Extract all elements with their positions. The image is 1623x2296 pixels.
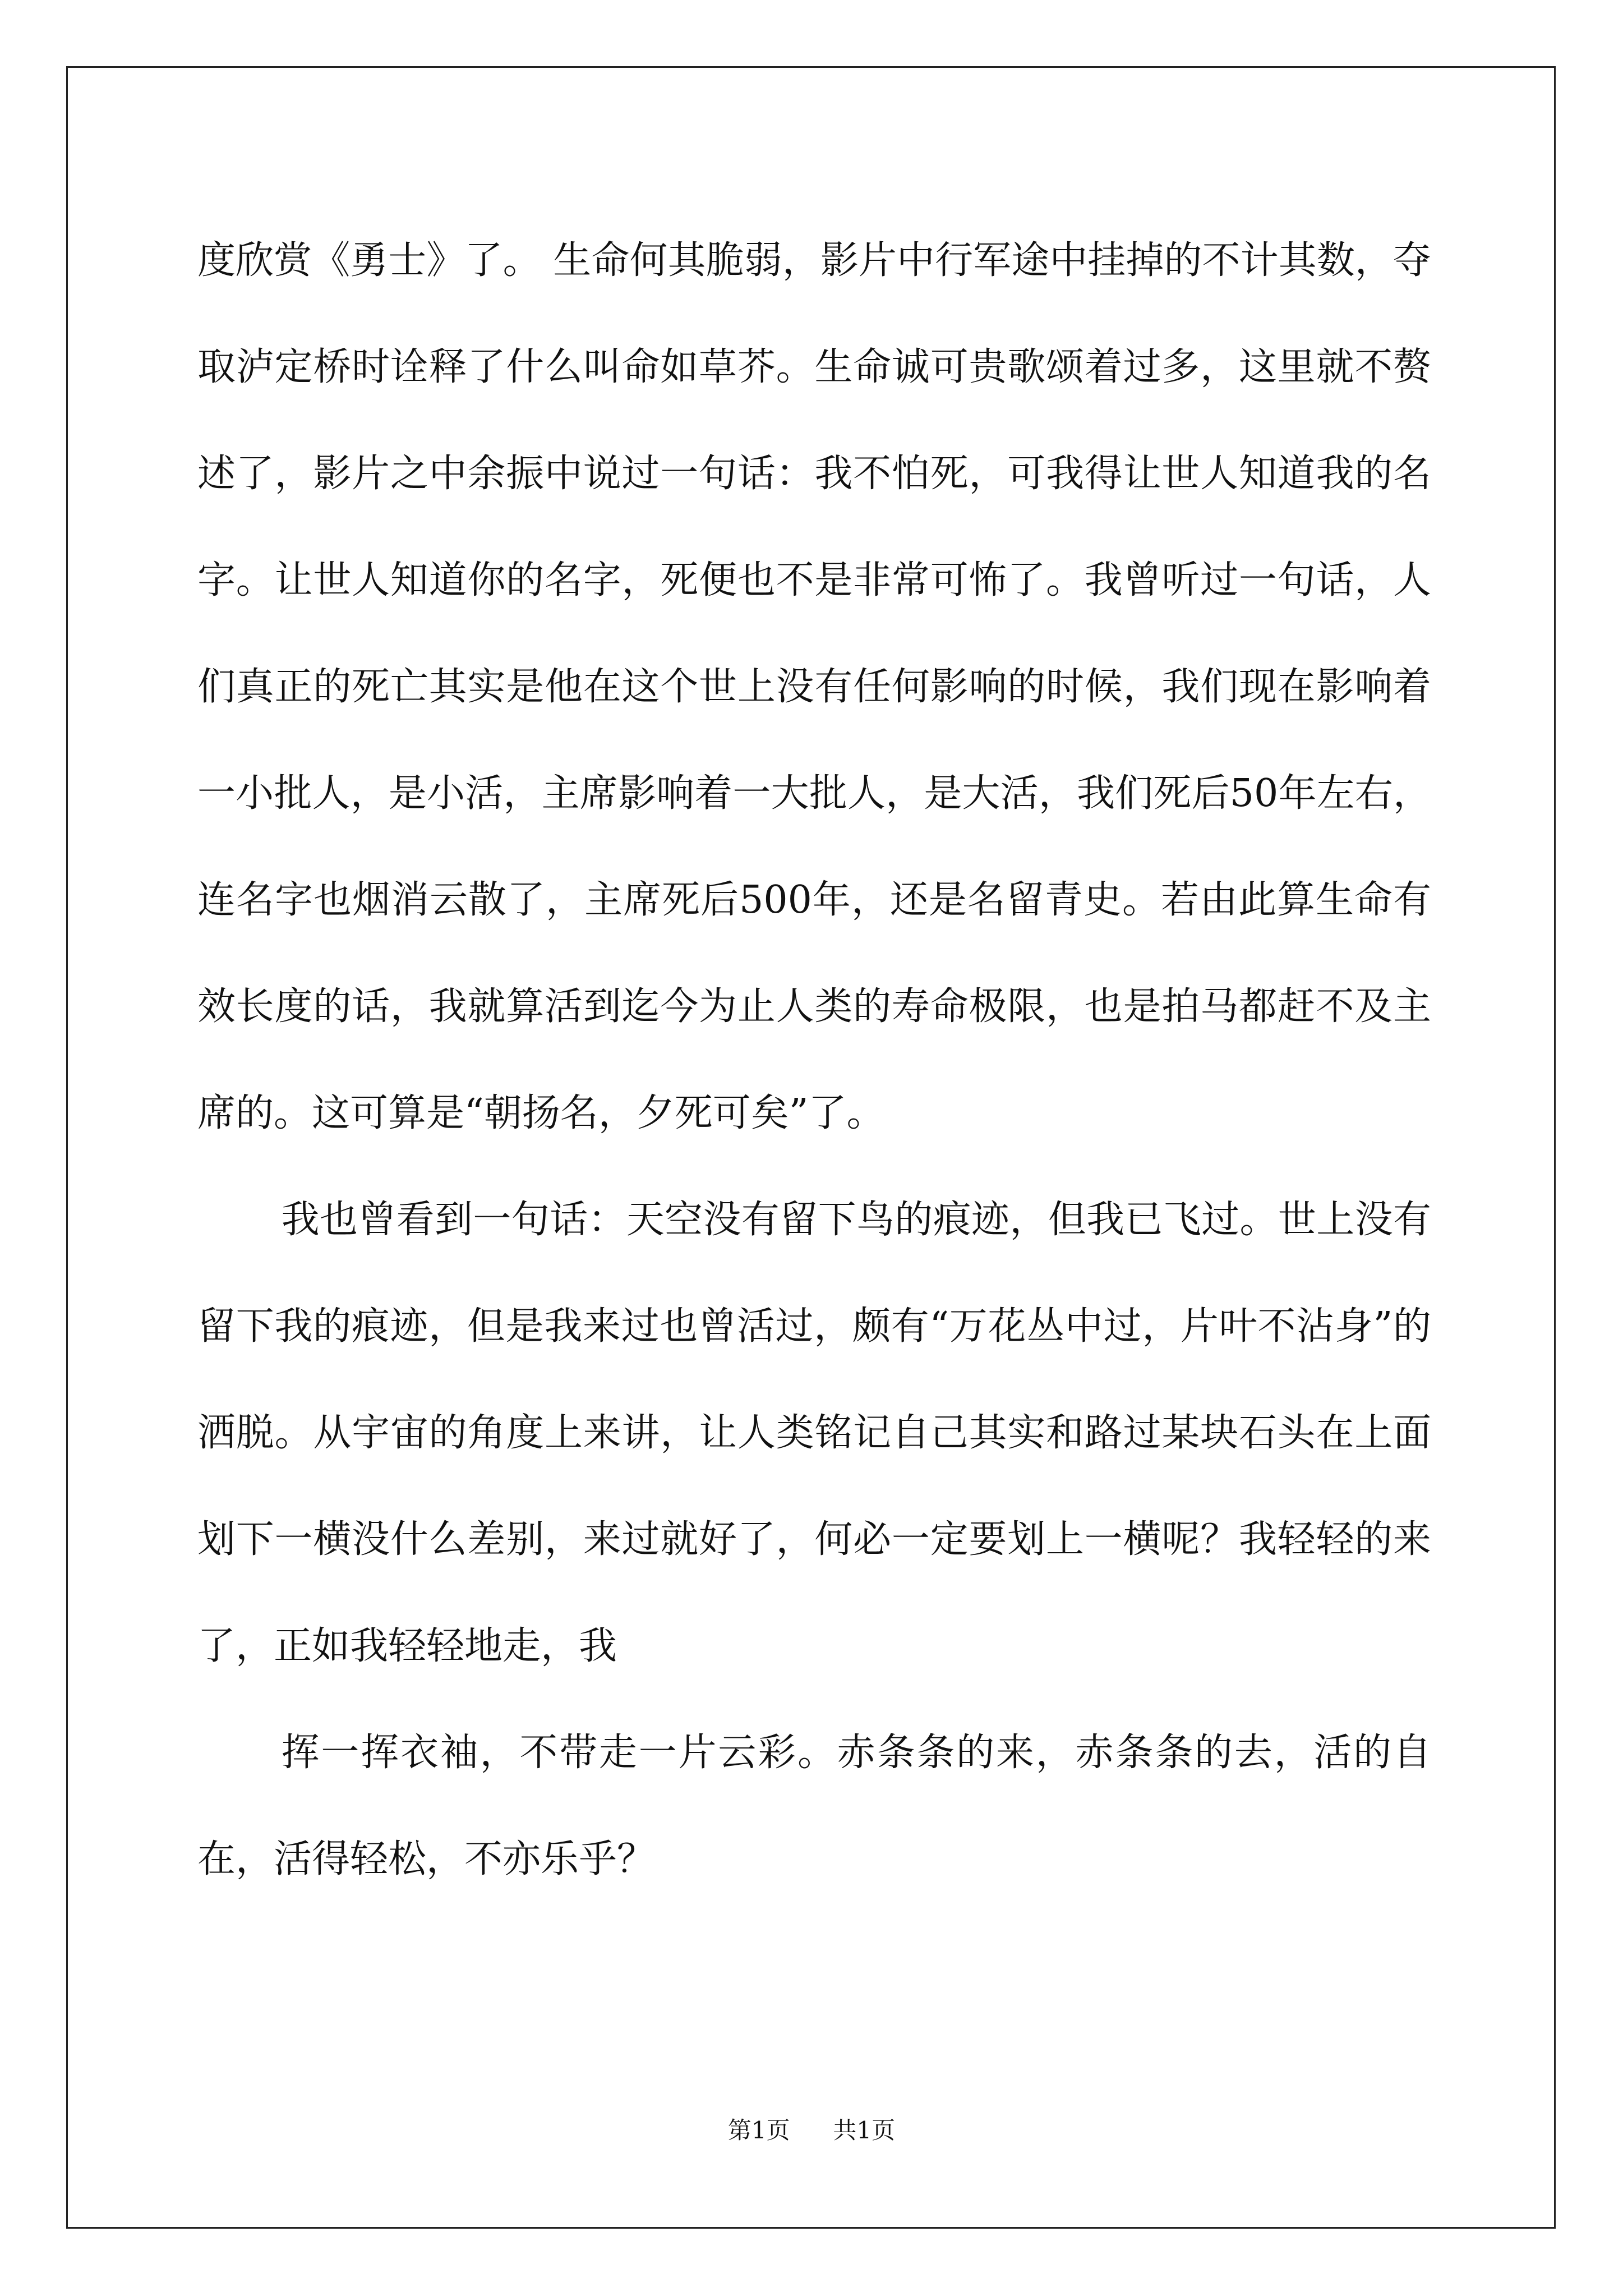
paragraph-1: 度欣赏《勇士》了。 生命何其脆弱，影片中行军途中挂掉的不计其数，夺取泸定桥时诠释了什么叫命如草芥。生命诚可贵歌颂着过多，这里就不赘述了，影片之中余振中说过一句话：我不怕死，可我得让世人知道我的名字。让世人知道你的名字，死便也不是非常可怖了。我曾听过一句话，人们真正的死亡其实是他在这个世上没有任何影响的时候，我们现在影响着一小批人，是小活，主席影响着一大批人，是大活，我们死后50年左右，连名字也烟消云散了，主席死后500年，还是名留青史。若由此算生命有效长度的话，我就算活到迄今为止人类的寿命极限，也是拍马都赶不及主席的。这可算是“朝扬名，夕死可矣”了。 <box>197 238 1431 1135</box>
paragraph-2: 我也曾看到一句话：天空没有留下鸟的痕迹，但我已飞过。世上没有留下我的痕迹，但是我来过也曾活过，颇有“万花丛中过，片叶不沾身”的洒脱。从宇宙的角度上来讲，让人类铭记自己其实和路过某块石头在上面划下一横没什么差别，来过就好了，何必一定要划上一横呢？我轻轻的来了，正如我轻轻地走，我 <box>197 1198 1431 1668</box>
page-number-total: 共1页 <box>833 2116 896 2144</box>
page-number-current: 第1页 <box>727 2116 790 2144</box>
page-footer <box>0 2112 1623 2146</box>
document-body <box>197 208 1431 1913</box>
paragraph-3: 挥一挥衣袖，不带走一片云彩。赤条条的来，赤条条的去，活的自在，活得轻松，不亦乐乎？ <box>197 1731 1431 1881</box>
